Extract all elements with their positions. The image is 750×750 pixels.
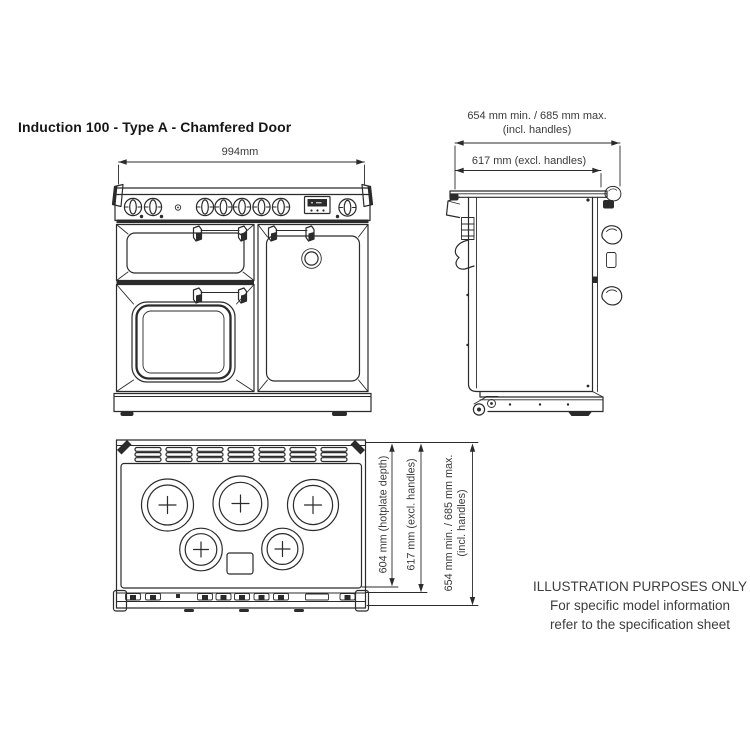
page-title: Induction 100 - Type A - Chamfered Door xyxy=(18,119,292,135)
top-depth-excl-dim-label: 617 mm (excl. handles) xyxy=(405,458,418,571)
disclaimer-line3: refer to the specification sheet xyxy=(549,617,731,632)
disclaimer-line1: ILLUSTRATION PURPOSES ONLY xyxy=(532,579,748,594)
side-depth-incl-dim-label-line1: 654 mm min. / 685 mm max. xyxy=(467,110,607,122)
side-view-drawing xyxy=(447,140,622,416)
top-hotplate-depth-dim-label: 604 mm (hotplate depth) xyxy=(377,455,390,574)
top-depth-incl-dim-label-line1: 654 mm min. / 685 mm max. xyxy=(443,454,455,592)
side-depth-excl-dim-label: 617 mm (excl. handles) xyxy=(471,155,587,167)
side-depth-incl-dim-label-line2: (incl. handles) xyxy=(502,124,572,136)
disclaimer-line2: For specific model information xyxy=(549,598,731,613)
front-width-dim-label: 994mm xyxy=(221,146,259,158)
top-depth-incl-dim-label xyxy=(443,437,469,609)
top-depth-incl-dim-label-line2: (incl. handles) xyxy=(456,489,468,557)
front-view-drawing xyxy=(113,159,373,416)
top-view-drawing xyxy=(114,440,479,612)
disclaimer-note xyxy=(528,577,750,634)
burner-zone xyxy=(142,476,339,571)
